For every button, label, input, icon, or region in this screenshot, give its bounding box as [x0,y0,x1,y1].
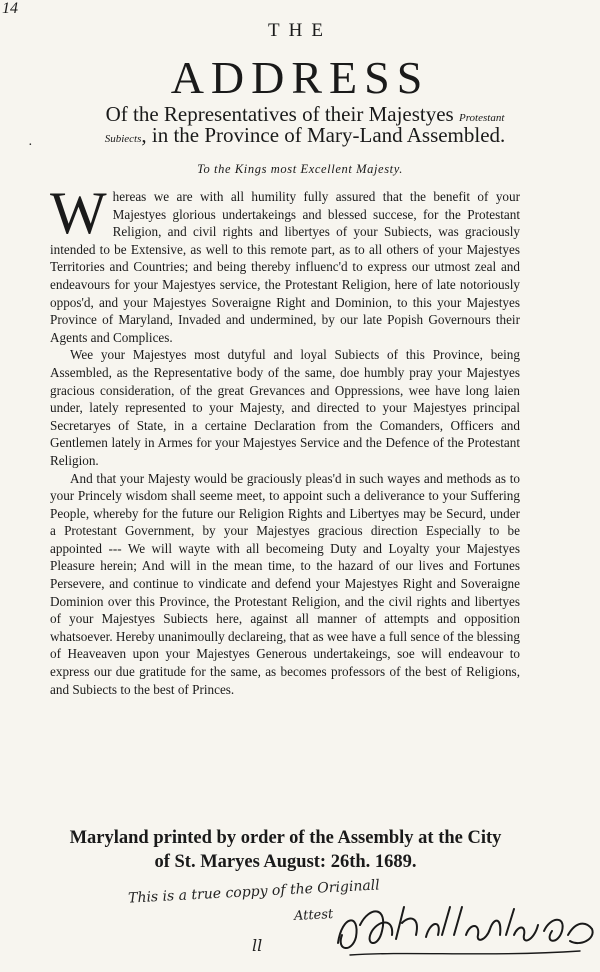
handwritten-attest: Attest [293,906,334,925]
page-number: 14 [2,0,18,17]
handwritten-attestation: This is a true coppy of the Originall [127,877,381,907]
imprint-line-2: of St. Maryes August: 26th. 1689. [154,852,417,872]
subtitle-text: , in the Province of Mary-Land Assembled. [141,123,506,147]
margin-mark: · [28,138,33,153]
subtitle-italic: Protestant [458,112,505,124]
paragraph-3: And that your Majesty would be graciously pleas'd in such wayes and methods as to your Princely wisdom shall seeme meet, to appoint such a deliverance to your Suffering People, whereby for the future our Religion Rights and Libertyes may be Securd, under a Protestant Government, by your Majestyes gracious direction Especially to be appointed --- We will wayte with all becomeing Duty and Loyalty your Majestyes Pleasure herein; And will in the mean time, to the hazard of our lives and Fortunes Persevere, and continue to vindicate and defend your Majestyes Right and Soveraigne Dominion over this Province, the Protestant Religion, and the civil rights and libertyes of your Majestyes Subiects here, against all manner of attempts and opposition whatsoever. Hereby unanimoully declareing, that as wee have a full sence of the blessing of Heaveaven upon your Majestyes Generous undertakeings, soe will endeavour to express our due gratitude for the same, as becomes professors of the best of Religions, and Subiects to the best of Princes. [50,470,520,697]
subtitle-line-2 [60,123,550,148]
handwritten-signature [330,895,598,965]
subtitle-italic: Subiects [104,133,142,145]
address-body [50,180,520,698]
paragraph-2: Wee your Majestyes most dutyful and loyal Subiects of this Province, being Assembled, as the Representative body of the same, doe humbly pray your Majestyes gracious consideration, of the great Grevances and Oppressions, wee have long laien under, lately represented to your Majesty, and directed to your Majestyes principal Secretaryes of State, in a certaine Declaration from the Comanders, Officers and Gentlemen lately in Armes for your Majestyes Service and the Defence of the Protestant Religion. [50,347,520,468]
paragraph-1 [50,180,520,346]
heading-the: THE [268,20,332,41]
drop-cap: W [50,180,107,246]
subtitle-text: Of the Representatives of their Majestyes [105,102,459,126]
imprint [48,826,523,874]
handwritten-mark: ll [252,936,263,955]
document-title: ADDRESS [170,52,430,103]
paragraph-1-text: hereas we are with all humility fully assured that the benefit of your Majestyes glorious undertakeings and blessed succese, for the Protestant Religion, and civil rights and libertyes of your Subiects, was graciously intended to be Extensive, as well to this remote part, as to all others of your Majestyes Territories and Countries; and being thereby influenc'd to express our utmost zeal and endeavours for your Majestyes service, the Protestant Religion, here of late notoriously oppos'd, and your Majestyes Soveraigne Right and Dominion, to this your Majestyes Province of Maryland, Invaded and undermined, by our late Popish Governours their Agents and Complices. [50,189,520,345]
imprint-line-1: Maryland printed by order of the Assembly at the City [69,828,502,848]
dedication-line: To the Kings most Excellent Majesty. [197,162,403,176]
